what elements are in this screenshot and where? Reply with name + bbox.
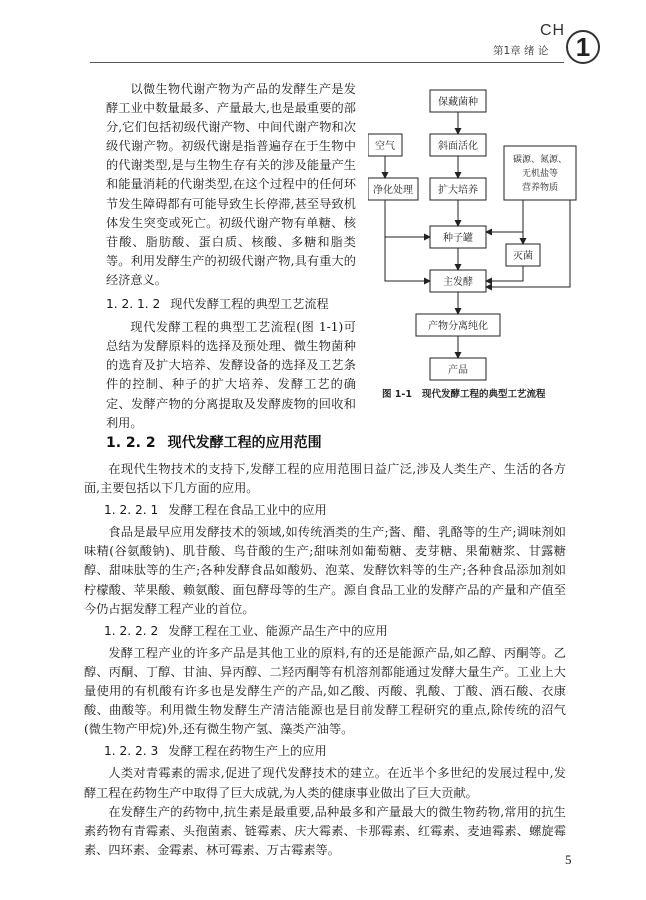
paragraph-food: 食品是最早应用发酵技术的领域,如传统酒类的生产;酱、醋、乳酪等的生产;调味剂如味精(谷氨酸钠)、肌苷酸、鸟苷酸的生产;甜味剂如葡萄糖、麦芽糖、果葡糖浆、甘露糖醇、甜味肽等的生产;各种发酵食品如酸奶、泡菜、发酵饮料等的生产;各种食品添加剂如柠檬酸、苹果酸、赖氨酸、面包酵母等的生产。源自食品工业的发酵产品的产量和产值至今仍占据发酵工程产业的首位。 [84, 525, 566, 616]
node-slant: 斜面活化 [438, 141, 478, 152]
process-flow-diagram [368, 82, 580, 382]
node-nutrients-line2: 无机盐等 [521, 169, 559, 179]
section-body [84, 460, 566, 860]
node-nutrients-line1: 碳源、氮源、 [512, 155, 568, 165]
section-intro: 在现代生物技术的支持下,发酵工程的应用范围日益广泛,涉及人类生产、生活的各方面,主要包括以下几方面的应用。 [84, 462, 566, 496]
node-sterilize: 灭菌 [513, 251, 533, 262]
paragraph-industry-energy: 发酵工程产业的许多产品是其他工业的原料,有的还是能源产品,如乙醇、丙酮等。乙醇、丙酮、丁醇、甘油、异丙醇、二羟丙酮等有机溶剂都能通过发酵大量生产。工业上大量使用的有机酸有许多也是发酵生产的产品,如乙酸、丙酸、乳酸、丁酸、酒石酸、衣康酸、曲酸等。利用微生物发酵生产清洁能源也是目前发酵工程研究的重点,除传统的沼气(微生物产甲烷)外,还有微生物产氢、藻类产油等。 [84, 645, 566, 737]
chapter-number-badge: 1 [566, 30, 600, 64]
subheading-number: 1. 2. 2. 2 [104, 623, 159, 638]
page-number: 5 [565, 852, 572, 867]
node-main-ferment: 主发酵 [443, 277, 473, 288]
paragraph-process-flow: 现代发酵工程的典型工艺流程(图 1-1)可总结为发酵原料的选择及预处理、微生物菌种的选育及扩大培养、发酵设备的选择及工艺条件的控制、种子的扩大培养、发酵工艺的确定、发酵产物的分离提取及发酵废物的回收和利用。 [106, 320, 356, 430]
subheading-title: 发酵工程在药物生产上的应用 [168, 744, 327, 759]
paragraph-antibiotics: 在发酵生产的药物中,抗生素是最重要,品种最多和产量最大的微生物药物,常用的抗生素药物有青霉素、头孢菌素、链霉素、庆大霉素、卡那霉素、红霉素、麦迪霉素、螺旋霉素、四环素、金霉素、林可霉素、万古霉素等。 [84, 804, 566, 857]
subheading-number: 1. 2. 2. 1 [104, 503, 159, 518]
left-column [106, 80, 356, 433]
subheading-1222 [104, 622, 566, 641]
figure-caption [382, 386, 546, 400]
section-title-text: 现代发酵工程的应用范围 [167, 435, 322, 451]
node-preserve: 保藏菌种 [438, 97, 478, 108]
node-nutrients-line3: 营养物质 [521, 183, 559, 193]
node-separation: 产物分离纯化 [428, 321, 488, 332]
figure-caption-number: 图 1-1 [382, 389, 412, 400]
header-rule [90, 62, 564, 63]
subheading-1212 [106, 295, 356, 314]
subheading-1221 [104, 501, 566, 520]
chapter-label: 第1章 绪 论 [493, 45, 549, 57]
node-expand: 扩大培养 [438, 185, 478, 196]
subheading-title: 现代发酵工程的典型工艺流程 [170, 297, 329, 312]
figure-caption-text: 现代发酵工程的典型工艺流程 [421, 389, 546, 400]
subheading-number: 1. 2. 1. 2 [106, 297, 161, 312]
subheading-1223 [104, 742, 566, 761]
paragraph-metabolites: 以微生物代谢产物为产品的发酵生产是发酵工业中数量最多、产量最大,也是最重要的部分,它们包括初级代谢产物、中间代谢产物和次级代谢产物。初级代谢是指普遍存在于生物中的代谢类型,是与生物生存有关的涉及能量产生和能量消耗的代谢类型,在这个过程中的任何环节发生障碍都有可能导致生长停滞,甚至导致机体发生突变或死亡。初级代谢产物有单糖、核苷酸、脂肪酸、蛋白质、核酸、多糖和脂类等。利用发酵生产的初级代谢产物,具有重大的经济意义。 [106, 82, 356, 287]
subheading-title: 发酵工程在工业、能源产品生产中的应用 [168, 623, 388, 638]
node-purify: 净化处理 [373, 185, 413, 196]
node-seed-tank: 种子罐 [443, 233, 473, 244]
paragraph-penicillin: 人类对青霉素的需求,促进了现代发酵技术的建立。在近半个多世纪的发展过程中,发酵工程在药物生产中取得了巨大成就,为人类的健康事业做出了巨大贡献。 [84, 766, 566, 800]
section-number: 1. 2. 2 [106, 435, 156, 451]
subheading-title: 发酵工程在食品工业中的应用 [168, 503, 327, 518]
section-title [106, 432, 322, 452]
subheading-number: 1. 2. 2. 3 [104, 744, 159, 759]
chapter-code: CH [540, 22, 566, 39]
node-air: 空气 [375, 141, 395, 152]
node-product: 产品 [448, 365, 468, 376]
